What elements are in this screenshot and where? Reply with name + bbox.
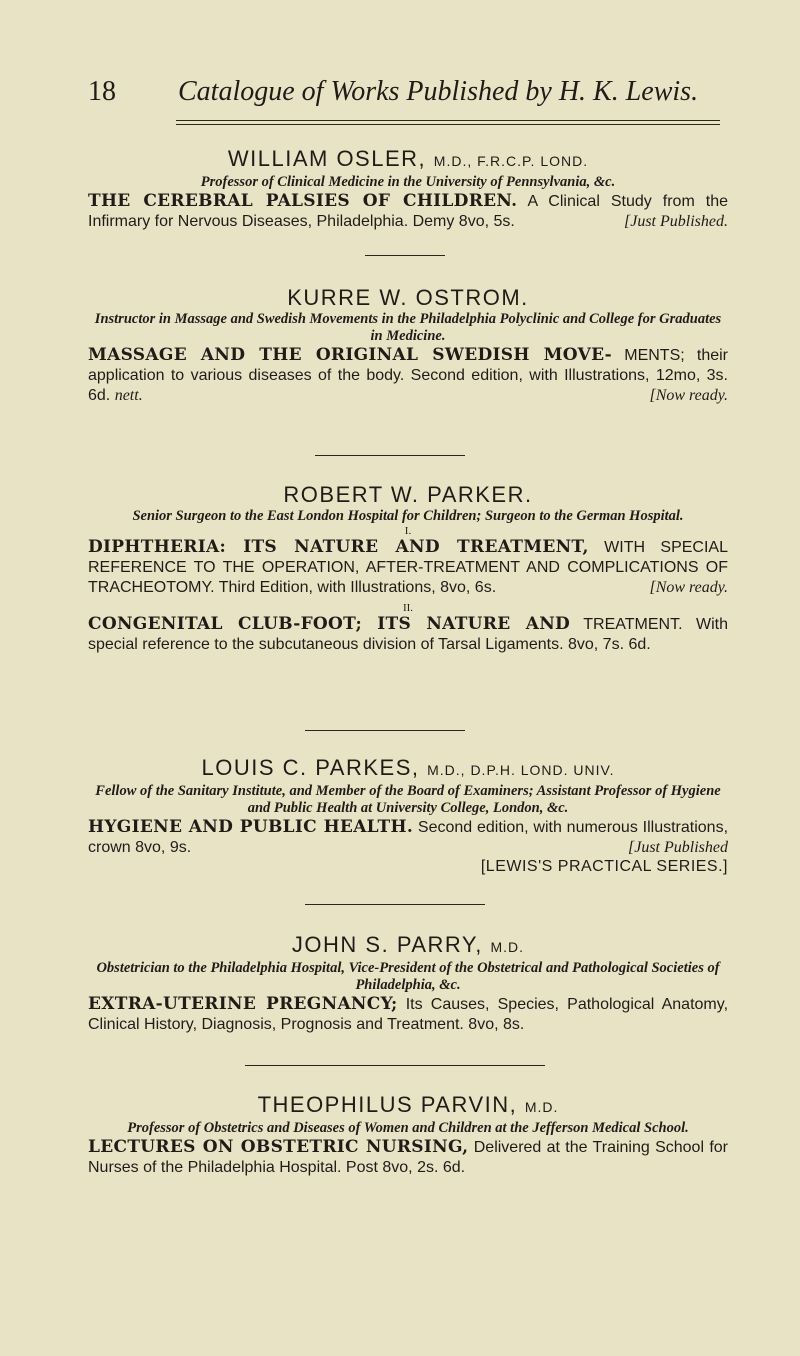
work-title: EXTRA-UTERINE PREGNANCY;: [88, 994, 398, 1014]
entry-osler: [88, 146, 728, 232]
work-status: [Just Published.: [624, 213, 728, 230]
author-degrees: M.D., F.R.C.P. LOND.: [433, 153, 589, 169]
entry-divider: [365, 255, 445, 256]
work-status: [Now ready.: [649, 579, 728, 596]
work-nett: nett.: [114, 387, 143, 404]
work-entry: [88, 817, 728, 858]
page-number: 18: [88, 76, 116, 107]
author-name: ROBERT W. PARKER.: [283, 482, 533, 507]
work-entry: [88, 614, 728, 655]
entry-divider: [305, 904, 485, 905]
author-degrees: M.D.: [524, 1099, 559, 1115]
work-details: Its Causes, Species, Pathological Anatomy, Clinical History, Diagnosis, Prognosis and Treatment. 8vo, 8s.: [88, 996, 729, 1033]
work-details: WITH SPECIAL REFERENCE TO THE OPERATION, AFTER-TREATMENT AND COMPLICATIONS OF TRACHEOTOMY. Third Edition, with Illustrations, 8vo, 6s.: [88, 539, 729, 596]
author-description: Instructor in Massage and Swedish Movements in the Philadelphia Polyclinic and College for Graduates in Medicine.: [94, 311, 722, 344]
work-title: THE CEREBRAL PALSIES OF CHILDREN.: [88, 191, 518, 211]
author-description: Obstetrician to the Philadelphia Hospital, Vice-President of the Obstetrical and Pathological Societies of Philadelphia, &c.: [96, 960, 720, 993]
entry-divider: [315, 455, 465, 456]
work-status: [Now ready.: [649, 387, 728, 404]
work-entry: [88, 537, 728, 598]
work-title: DIPHTHERIA: ITS NATURE AND TREATMENT,: [88, 537, 589, 557]
entry-parkes: [88, 755, 728, 876]
author-text: JOHN S. PARRY,: [291, 932, 483, 957]
work-entry: [88, 345, 728, 406]
entry-ostrom: [88, 285, 728, 406]
work-title: LECTURES ON OBSTETRIC NURSING,: [88, 1137, 469, 1157]
author-description: Professor of Clinical Medicine in the University of Pennsylvania, &c.: [200, 174, 616, 190]
author-text: THEOPHILUS PARVIN,: [257, 1092, 518, 1117]
work-status: [Just Published: [628, 839, 728, 856]
work-details: TREATMENT. With special reference to the subcutaneous division of Tarsal Ligaments. 8vo, 7s. 6d.: [88, 616, 729, 653]
work-number: II.: [402, 602, 414, 614]
author-degrees: M.D., D.P.H. LOND. UNIV.: [427, 762, 615, 778]
author-name: [88, 755, 728, 783]
author-description: Fellow of the Sanitary Institute, and Member of the Board of Examiners; Assistant Professor of Hygiene and Public Health at University College, London, &c.: [95, 783, 721, 816]
author-name: [88, 1092, 728, 1120]
author-degrees: M.D.: [490, 939, 525, 955]
author-description: Senior Surgeon to the East London Hospital for Children; Surgeon to the German Hospital.: [132, 508, 684, 524]
work-entry: [88, 994, 728, 1035]
work-title: MASSAGE AND THE ORIGINAL SWEDISH MOVE-: [88, 345, 613, 365]
header-double-rule: [176, 120, 720, 125]
work-title: HYGIENE AND PUBLIC HEALTH.: [88, 817, 414, 837]
work-details: Second edition, with numerous Illustrations, crown 8vo, 9s.: [88, 819, 729, 856]
work-details: A Clinical Study from the Infirmary for Nervous Diseases, Philadelphia. Demy 8vo, 5s.: [88, 193, 729, 230]
work-details: MENTS; their application to various diseases of the body. Second edition, with Illustrations, 12mo, 3s. 6d.: [88, 347, 729, 404]
work-number: I.: [404, 525, 412, 537]
work-entry: [88, 1137, 728, 1178]
author-text: WILLIAM OSLER,: [227, 146, 427, 171]
entry-parker: [88, 482, 728, 655]
series-name: [LEWIS'S PRACTICAL SERIES.]: [480, 858, 728, 875]
author-name: [88, 146, 728, 174]
author-description: Professor of Obstetrics and Diseases of Women and Children at the Jefferson Medical School.: [127, 1120, 689, 1136]
author-text: LOUIS C. PARKES,: [201, 755, 420, 780]
author-name: [88, 932, 728, 960]
running-title: Catalogue of Works Published by H. K. Lewis.: [178, 76, 699, 107]
page-header: [0, 76, 800, 116]
entry-divider: [305, 730, 465, 731]
work-details: Delivered at the Training School for Nurses of the Philadelphia Hospital. Post 8vo, 2s. 6d.: [88, 1139, 728, 1176]
entry-parry: [88, 932, 728, 1035]
work-title: CONGENITAL CLUB-FOOT; ITS NATURE AND: [88, 614, 571, 634]
work-entry: [88, 191, 728, 232]
author-name: KURRE W. OSTROM.: [287, 285, 529, 310]
entry-divider: [245, 1065, 545, 1066]
entry-parvin: [88, 1092, 728, 1178]
